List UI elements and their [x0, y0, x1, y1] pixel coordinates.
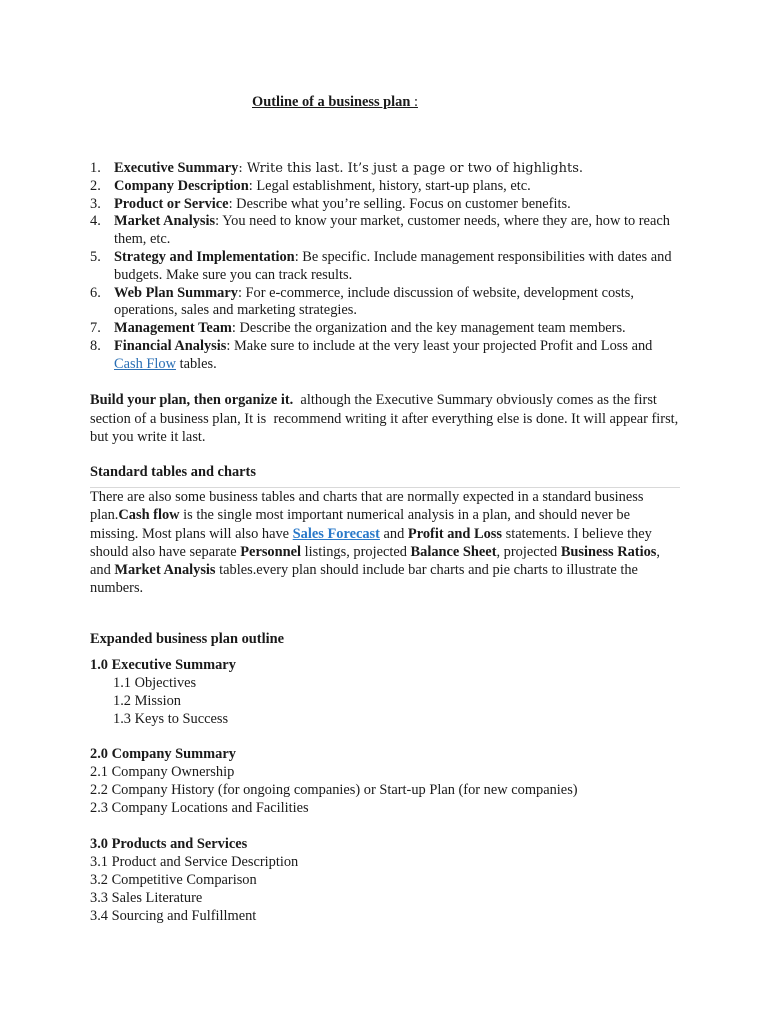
section-products-services	[90, 835, 690, 925]
para-text: listings, projected	[301, 543, 411, 560]
list-item-text: : Make sure to include at the very least your projected Profit and Loss and	[226, 337, 653, 354]
cash-flow-link[interactable]: Cash Flow	[114, 355, 176, 372]
section-heading: 2.0 Company Summary	[90, 746, 236, 762]
list-item-text: : Write this last. It’s just a page or two of highlights.	[238, 161, 583, 176]
build-paragraph	[90, 391, 680, 447]
expanded-heading: Expanded business plan outline	[90, 631, 284, 647]
standard-heading: Standard tables and charts	[90, 464, 256, 480]
build-heading: Build your plan, then organize it.	[90, 392, 294, 408]
para-text: and	[379, 525, 408, 542]
para-bold: Market Analysis	[114, 562, 216, 579]
section-item: 1.2 Mission	[113, 693, 181, 709]
para-text: tables.every plan should include bar charts and pie charts to illustrate the numbers.	[90, 562, 638, 597]
list-item-title: Web Plan Summary	[114, 284, 238, 301]
para-bold: Business Ratios	[560, 543, 657, 560]
list-number: 4.	[90, 213, 101, 230]
section-item: 3.3 Sales Literature	[90, 890, 203, 906]
list-item-text: tables.	[175, 355, 217, 372]
section-item: 3.4 Sourcing and Fulfillment	[90, 908, 257, 924]
list-number: 3.	[90, 195, 101, 212]
list-number: 6.	[90, 284, 101, 301]
section-item: 1.1 Objectives	[113, 675, 197, 691]
section-heading: 1.0 Executive Summary	[90, 657, 236, 673]
list-item-title: Company Description	[114, 177, 249, 194]
section-item: 2.1 Company Ownership	[90, 764, 235, 780]
list-item-text: : For e-commerce, include discussion of website, development costs, operations, sales and marketing strategies.	[114, 284, 634, 319]
para-bold: Cash flow	[118, 507, 180, 524]
list-number: 7.	[90, 320, 101, 337]
list-item-title: Executive Summary	[114, 160, 239, 176]
para-text: statements. I believe they should also have separate	[90, 525, 652, 560]
section-item: 1.3 Keys to Success	[113, 711, 229, 727]
list-item	[90, 196, 680, 214]
list-item	[90, 178, 680, 196]
list-item-text: : Be specific. Include management responsibilities with dates and budgets. Make sure you can track results.	[114, 248, 672, 283]
section-company-summary	[90, 745, 690, 817]
list-item-text: : You need to know your market, customer needs, where they are, how to reach them, etc.	[114, 213, 670, 248]
list-item	[90, 213, 680, 249]
list-number: 5.	[90, 248, 101, 265]
standard-paragraph	[90, 488, 680, 598]
list-item-text: : Legal establishment, history, start-up plans, etc.	[248, 177, 531, 194]
list-item	[90, 285, 680, 321]
section-executive-summary	[90, 656, 690, 728]
title-colon: :	[413, 94, 418, 110]
outline-list	[90, 160, 680, 374]
list-item	[90, 338, 680, 374]
section-item: 3.2 Competitive Comparison	[90, 872, 257, 888]
list-number: 2.	[90, 177, 101, 194]
para-text: There are also some business tables and charts that are normally expected in a standard business plan.	[90, 489, 644, 524]
sales-forecast-link[interactable]: Sales Forecast	[292, 525, 380, 542]
para-text: , and	[90, 543, 661, 579]
list-item-title: Management Team	[114, 320, 232, 337]
para-bold: Balance Sheet	[410, 543, 497, 560]
para-text: , projected	[496, 543, 561, 560]
page-title	[252, 93, 418, 111]
list-item-title: Strategy and Implementation	[114, 248, 295, 265]
list-item	[90, 160, 680, 178]
section-item: 3.1 Product and Service Description	[90, 854, 299, 870]
build-text: although the Executive Summary obviously comes as the first section of a business plan, It is recommend writing it after everything else is done. It will appear first, but you write it last.	[90, 392, 682, 445]
para-text: is the single most important numerical analysis in a plan, and should never be missing. Most plans will also have	[90, 507, 630, 542]
title-text: Outline of a business plan	[252, 94, 414, 110]
list-item-title: Market Analysis	[114, 213, 216, 230]
list-number: 1.	[90, 160, 101, 176]
section-heading: 3.0 Products and Services	[90, 836, 248, 852]
list-item-text: : Describe the organization and the key management team members.	[231, 320, 626, 337]
list-item-title: Financial Analysis	[114, 337, 227, 354]
para-bold: Profit and Loss	[407, 525, 503, 542]
section-item: 2.3 Company Locations and Facilities	[90, 800, 309, 816]
list-number: 8.	[90, 337, 101, 354]
list-item	[90, 249, 680, 285]
para-bold: Personnel	[240, 543, 302, 560]
section-item: 2.2 Company History (for ongoing companies) or Start-up Plan (for new companies)	[90, 782, 578, 798]
list-item	[90, 320, 680, 338]
list-item-text: : Describe what you’re selling. Focus on customer benefits.	[228, 195, 571, 212]
list-item-title: Product or Service	[114, 195, 229, 212]
